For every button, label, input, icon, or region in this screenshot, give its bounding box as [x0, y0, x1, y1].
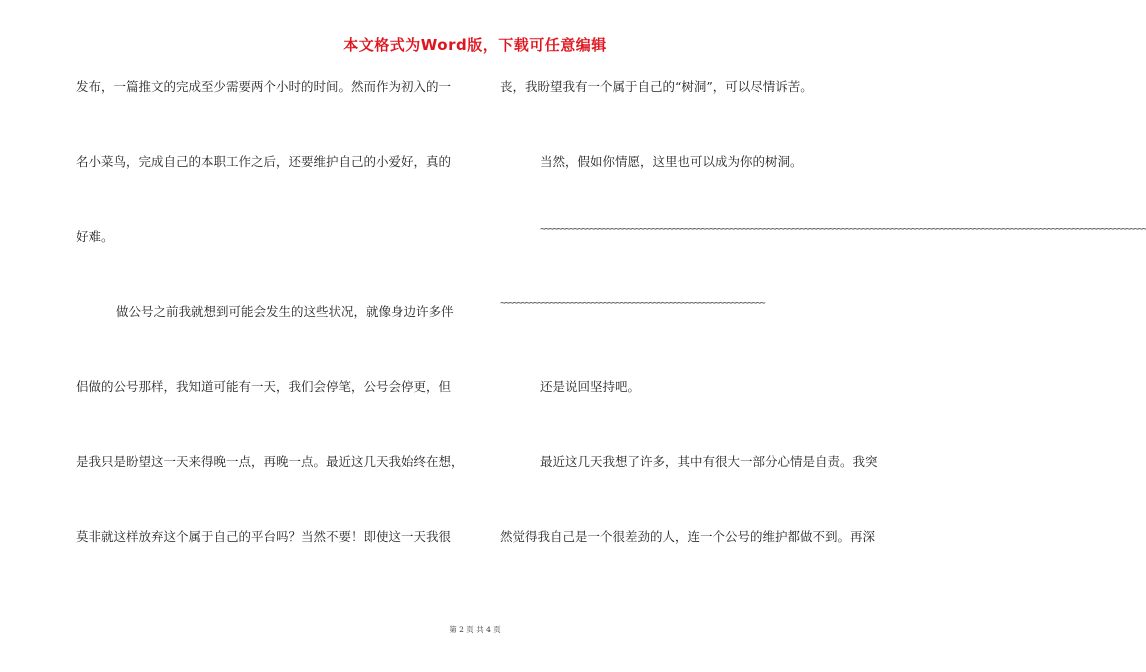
text-line: 然觉得我自己是一个很差劲的人，连一个公号的维护都做不到。再深 — [500, 529, 876, 544]
text-line: 还是说回坚持吧。 — [540, 379, 641, 394]
text-line: 是我只是盼望这一天来得晚一点，再晚一点。最近这几天我始终在想， — [76, 454, 464, 469]
text-line: 最近这几天我想了许多，其中有很大一部分心情是自责。我突 — [540, 454, 878, 469]
text-line: 丧，我盼望我有一个属于自己的“树洞”，可以尽情诉苦。 — [500, 79, 813, 94]
text-line: 好难。 — [76, 229, 114, 244]
page-footer: 第 2 页 共 4 页 — [449, 625, 501, 634]
document-banner: 本文格式为Word版，下载可任意编辑 — [343, 36, 607, 54]
text-line: 莫非就这样放弃这个属于自己的平台吗？当然不要！即使这一天我很 — [76, 529, 452, 544]
text-line: 侣做的公号那样，我知道可能有一天，我们会停笔，公号会停更，但 — [76, 379, 452, 394]
text-line: 当然，假如你情愿，这里也可以成为你的树洞。 — [540, 154, 803, 169]
text-line: 名小菜鸟，完成自己的本职工作之后，还要维护自己的小爱好，真的 — [76, 154, 452, 169]
text-line: 做公号之前我就想到可能会发生的这些状况，就像身边许多伴 — [116, 304, 454, 319]
text-line: 发布，一篇推文的完成至少需要两个小时的时间。然而作为初入的一 — [76, 79, 452, 94]
tilde-separator: ~~~~~~~~~~~~~~~~~~~~~~~~~~~~~~~~~~~~~~~~~~~~~~~~~~~~~~~~~~~~~~~~ — [500, 298, 764, 309]
tilde-separator: ~~~~~~~~~~~~~~~~~~~~~~~~~~~~~~~~~~~~~~~~~~~~~~~~~~~~~~~~~~~~~~~~~~~~~~~~~~~~~~~~~~~~~~~~~~~~~~~~~~~~~~~~~~~~~~~~~~~~~~~~~~~~~~~~~~~~~~~~~~~~~~~~~~~ — [540, 224, 1146, 235]
